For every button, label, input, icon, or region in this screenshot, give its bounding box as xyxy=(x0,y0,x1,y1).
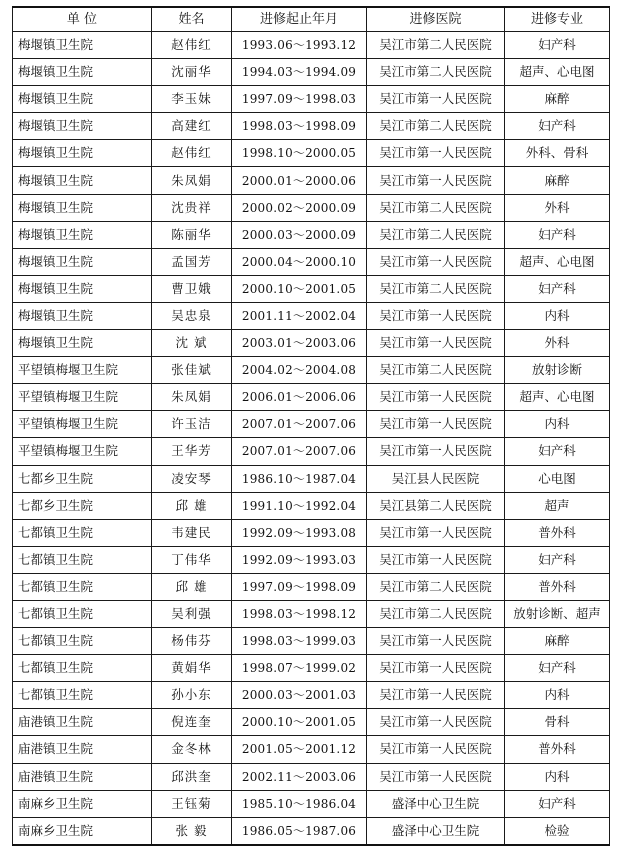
cell-unit: 七都镇卫生院 xyxy=(13,519,152,546)
cell-period: 2004.02～2004.08 xyxy=(232,357,367,384)
cell-name: 吴忠泉 xyxy=(152,302,232,329)
header-hospital: 进修医院 xyxy=(367,7,505,32)
table-row xyxy=(13,492,610,519)
table-row xyxy=(13,302,610,329)
cell-name: 金冬林 xyxy=(152,736,232,763)
cell-hospital: 吴江市第二人民医院 xyxy=(367,357,505,384)
cell-name: 王钰菊 xyxy=(152,790,232,817)
cell-specialty: 心电图 xyxy=(505,465,610,492)
table-row xyxy=(13,465,610,492)
cell-hospital: 吴江市第一人民医院 xyxy=(367,519,505,546)
table-row xyxy=(13,167,610,194)
cell-unit: 七都镇卫生院 xyxy=(13,628,152,655)
cell-specialty: 麻醉 xyxy=(505,86,610,113)
cell-period: 1994.03～1994.09 xyxy=(232,59,367,86)
cell-hospital: 吴江市第一人民医院 xyxy=(367,302,505,329)
cell-hospital: 吴江市第一人民医院 xyxy=(367,411,505,438)
cell-name: 凌安琴 xyxy=(152,465,232,492)
cell-hospital: 吴江市第一人民医院 xyxy=(367,86,505,113)
table-row xyxy=(13,221,610,248)
cell-period: 1997.09～1998.03 xyxy=(232,86,367,113)
cell-unit: 梅堰镇卫生院 xyxy=(13,32,152,59)
cell-specialty: 骨科 xyxy=(505,709,610,736)
cell-unit: 南麻乡卫生院 xyxy=(13,790,152,817)
cell-hospital: 吴江市第一人民医院 xyxy=(367,248,505,275)
cell-name: 邱洪奎 xyxy=(152,763,232,790)
table-row xyxy=(13,411,610,438)
table-row xyxy=(13,59,610,86)
cell-hospital: 盛泽中心卫生院 xyxy=(367,817,505,845)
cell-period: 2001.11～2002.04 xyxy=(232,302,367,329)
cell-unit: 七都镇卫生院 xyxy=(13,546,152,573)
cell-period: 1998.03～1998.09 xyxy=(232,113,367,140)
cell-period: 2000.02～2000.09 xyxy=(232,194,367,221)
table-row xyxy=(13,86,610,113)
cell-unit: 梅堰镇卫生院 xyxy=(13,59,152,86)
cell-name: 沈丽华 xyxy=(152,59,232,86)
cell-name: 王华芳 xyxy=(152,438,232,465)
cell-hospital: 吴江市第一人民医院 xyxy=(367,709,505,736)
table-row xyxy=(13,682,610,709)
cell-name: 朱凤娟 xyxy=(152,167,232,194)
cell-period: 1998.03～1998.12 xyxy=(232,600,367,627)
cell-hospital: 吴江市第一人民医院 xyxy=(367,438,505,465)
cell-name: 张佳斌 xyxy=(152,357,232,384)
cell-unit: 梅堰镇卫生院 xyxy=(13,140,152,167)
table-row xyxy=(13,275,610,302)
cell-name: 吴利强 xyxy=(152,600,232,627)
cell-unit: 七都镇卫生院 xyxy=(13,655,152,682)
table-row xyxy=(13,384,610,411)
cell-name: 邱 雄 xyxy=(152,573,232,600)
cell-period: 1992.09～1993.08 xyxy=(232,519,367,546)
cell-specialty: 妇产科 xyxy=(505,221,610,248)
cell-unit: 梅堰镇卫生院 xyxy=(13,167,152,194)
cell-name: 赵伟红 xyxy=(152,32,232,59)
cell-period: 2007.01～2007.06 xyxy=(232,438,367,465)
header-period: 进修起止年月 xyxy=(232,7,367,32)
cell-name: 赵伟红 xyxy=(152,140,232,167)
table-row xyxy=(13,194,610,221)
cell-period: 2000.10～2001.05 xyxy=(232,275,367,302)
cell-specialty: 妇产科 xyxy=(505,113,610,140)
cell-unit: 庙港镇卫生院 xyxy=(13,709,152,736)
table-row xyxy=(13,790,610,817)
cell-name: 沈 斌 xyxy=(152,330,232,357)
cell-name: 丁伟华 xyxy=(152,546,232,573)
cell-specialty: 妇产科 xyxy=(505,655,610,682)
table-row xyxy=(13,519,610,546)
cell-hospital: 吴江市第一人民医院 xyxy=(367,140,505,167)
cell-hospital: 吴江县人民医院 xyxy=(367,465,505,492)
cell-name: 杨伟芬 xyxy=(152,628,232,655)
cell-hospital: 吴江市第二人民医院 xyxy=(367,221,505,248)
table-row xyxy=(13,573,610,600)
cell-hospital: 吴江市第一人民医院 xyxy=(367,330,505,357)
cell-period: 2000.03～2000.09 xyxy=(232,221,367,248)
cell-period: 2000.03～2001.03 xyxy=(232,682,367,709)
cell-period: 2000.04～2000.10 xyxy=(232,248,367,275)
table-row xyxy=(13,438,610,465)
cell-name: 曹卫娥 xyxy=(152,275,232,302)
cell-unit: 平望镇梅堰卫生院 xyxy=(13,411,152,438)
cell-name: 孟国芳 xyxy=(152,248,232,275)
cell-specialty: 内科 xyxy=(505,763,610,790)
header-row xyxy=(13,7,610,32)
cell-period: 2006.01～2006.06 xyxy=(232,384,367,411)
cell-hospital: 吴江市第一人民医院 xyxy=(367,682,505,709)
cell-period: 2001.05～2001.12 xyxy=(232,736,367,763)
cell-unit: 庙港镇卫生院 xyxy=(13,763,152,790)
cell-specialty: 内科 xyxy=(505,682,610,709)
cell-specialty: 放射诊断、超声 xyxy=(505,600,610,627)
cell-name: 许玉洁 xyxy=(152,411,232,438)
cell-specialty: 外科 xyxy=(505,330,610,357)
cell-hospital: 吴江市第二人民医院 xyxy=(367,600,505,627)
cell-unit: 南麻乡卫生院 xyxy=(13,817,152,845)
cell-name: 孙小东 xyxy=(152,682,232,709)
cell-specialty: 内科 xyxy=(505,411,610,438)
cell-specialty: 妇产科 xyxy=(505,438,610,465)
cell-specialty: 妇产科 xyxy=(505,546,610,573)
cell-name: 倪连奎 xyxy=(152,709,232,736)
header-unit: 单 位 xyxy=(13,7,152,32)
cell-unit: 梅堰镇卫生院 xyxy=(13,302,152,329)
cell-period: 1991.10～1992.04 xyxy=(232,492,367,519)
cell-hospital: 吴江市第二人民医院 xyxy=(367,573,505,600)
table-row xyxy=(13,763,610,790)
table-row xyxy=(13,330,610,357)
cell-period: 1998.07～1999.02 xyxy=(232,655,367,682)
cell-unit: 梅堰镇卫生院 xyxy=(13,113,152,140)
header-name: 姓名 xyxy=(152,7,232,32)
cell-period: 2007.01～2007.06 xyxy=(232,411,367,438)
cell-name: 沈贵祥 xyxy=(152,194,232,221)
cell-specialty: 内科 xyxy=(505,302,610,329)
cell-unit: 梅堰镇卫生院 xyxy=(13,248,152,275)
cell-specialty: 普外科 xyxy=(505,573,610,600)
cell-name: 韦建民 xyxy=(152,519,232,546)
cell-unit: 七都镇卫生院 xyxy=(13,600,152,627)
cell-unit: 梅堰镇卫生院 xyxy=(13,275,152,302)
cell-specialty: 麻醉 xyxy=(505,628,610,655)
table-row xyxy=(13,817,610,845)
cell-specialty: 超声、心电图 xyxy=(505,384,610,411)
cell-hospital: 吴江市第二人民医院 xyxy=(367,194,505,221)
cell-unit: 梅堰镇卫生院 xyxy=(13,86,152,113)
table-row xyxy=(13,32,610,59)
table-row xyxy=(13,546,610,573)
cell-period: 2000.10～2001.05 xyxy=(232,709,367,736)
cell-unit: 梅堰镇卫生院 xyxy=(13,194,152,221)
cell-hospital: 吴江市第一人民医院 xyxy=(367,167,505,194)
cell-specialty: 放射诊断 xyxy=(505,357,610,384)
cell-specialty: 超声 xyxy=(505,492,610,519)
table-row xyxy=(13,655,610,682)
cell-name: 张 毅 xyxy=(152,817,232,845)
cell-hospital: 吴江市第一人民医院 xyxy=(367,628,505,655)
cell-unit: 梅堰镇卫生院 xyxy=(13,221,152,248)
cell-hospital: 吴江市第一人民医院 xyxy=(367,546,505,573)
cell-unit: 七都乡卫生院 xyxy=(13,492,152,519)
cell-unit: 平望镇梅堰卫生院 xyxy=(13,438,152,465)
cell-hospital: 吴江市第一人民医院 xyxy=(367,655,505,682)
cell-specialty: 妇产科 xyxy=(505,790,610,817)
cell-hospital: 吴江市第一人民医院 xyxy=(367,384,505,411)
cell-name: 陈丽华 xyxy=(152,221,232,248)
cell-hospital: 吴江县第二人民医院 xyxy=(367,492,505,519)
cell-unit: 七都镇卫生院 xyxy=(13,573,152,600)
cell-period: 1993.06～1993.12 xyxy=(232,32,367,59)
cell-name: 高建红 xyxy=(152,113,232,140)
table-body xyxy=(13,32,610,845)
cell-period: 2000.01～2000.06 xyxy=(232,167,367,194)
cell-name: 邱 雄 xyxy=(152,492,232,519)
table-row xyxy=(13,113,610,140)
cell-unit: 平望镇梅堰卫生院 xyxy=(13,384,152,411)
cell-period: 1985.10～1986.04 xyxy=(232,790,367,817)
cell-specialty: 外科、骨科 xyxy=(505,140,610,167)
cell-hospital: 吴江市第一人民医院 xyxy=(367,736,505,763)
table-row xyxy=(13,600,610,627)
cell-name: 朱凤娟 xyxy=(152,384,232,411)
header-specialty: 进修专业 xyxy=(505,7,610,32)
cell-period: 2002.11～2003.06 xyxy=(232,763,367,790)
cell-hospital: 盛泽中心卫生院 xyxy=(367,790,505,817)
cell-name: 黄娟华 xyxy=(152,655,232,682)
cell-period: 2003.01～2003.06 xyxy=(232,330,367,357)
cell-period: 1998.10～2000.05 xyxy=(232,140,367,167)
table-row xyxy=(13,709,610,736)
table-row xyxy=(13,248,610,275)
table-row xyxy=(13,736,610,763)
table-row xyxy=(13,628,610,655)
cell-period: 1986.10～1987.04 xyxy=(232,465,367,492)
cell-unit: 七都乡卫生院 xyxy=(13,465,152,492)
cell-hospital: 吴江市第二人民医院 xyxy=(367,59,505,86)
cell-specialty: 外科 xyxy=(505,194,610,221)
cell-specialty: 超声、心电图 xyxy=(505,248,610,275)
cell-hospital: 吴江市第二人民医院 xyxy=(367,113,505,140)
cell-period: 1992.09～1993.03 xyxy=(232,546,367,573)
cell-specialty: 检验 xyxy=(505,817,610,845)
cell-specialty: 普外科 xyxy=(505,736,610,763)
cell-period: 1998.03～1999.03 xyxy=(232,628,367,655)
cell-specialty: 超声、心电图 xyxy=(505,59,610,86)
cell-hospital: 吴江市第二人民医院 xyxy=(367,32,505,59)
cell-unit: 平望镇梅堰卫生院 xyxy=(13,357,152,384)
table-row xyxy=(13,357,610,384)
table-row xyxy=(13,140,610,167)
cell-hospital: 吴江市第二人民医院 xyxy=(367,275,505,302)
cell-hospital: 吴江市第一人民医院 xyxy=(367,763,505,790)
cell-specialty: 妇产科 xyxy=(505,275,610,302)
cell-unit: 七都镇卫生院 xyxy=(13,682,152,709)
cell-specialty: 妇产科 xyxy=(505,32,610,59)
cell-period: 1997.09～1998.09 xyxy=(232,573,367,600)
cell-specialty: 麻醉 xyxy=(505,167,610,194)
training-records-table xyxy=(12,6,610,846)
cell-unit: 庙港镇卫生院 xyxy=(13,736,152,763)
table-header xyxy=(13,7,610,32)
cell-period: 1986.05～1987.06 xyxy=(232,817,367,845)
cell-unit: 梅堰镇卫生院 xyxy=(13,330,152,357)
cell-specialty: 普外科 xyxy=(505,519,610,546)
cell-name: 李玉妹 xyxy=(152,86,232,113)
